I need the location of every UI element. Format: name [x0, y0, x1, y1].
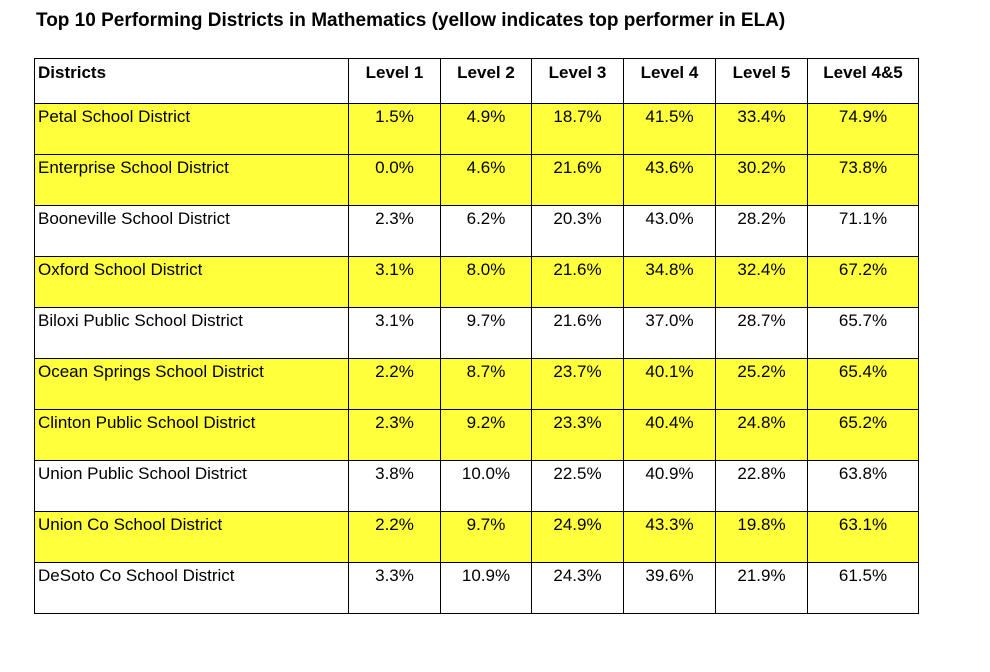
level-4-and-5-cell: 65.4%	[808, 359, 919, 410]
level-4-cell: 40.9%	[624, 461, 716, 512]
level-5-cell: 30.2%	[716, 155, 808, 206]
level-4-cell: 43.3%	[624, 512, 716, 563]
level-2-cell: 9.7%	[441, 308, 532, 359]
level-1-cell: 3.1%	[349, 257, 441, 308]
table-row	[35, 104, 919, 155]
district-name-cell: Biloxi Public School District	[35, 308, 349, 359]
table-row	[35, 512, 919, 563]
level-2-cell: 6.2%	[441, 206, 532, 257]
level-4-cell: 34.8%	[624, 257, 716, 308]
districts-table	[34, 58, 919, 614]
level-4-and-5-cell: 65.2%	[808, 410, 919, 461]
level-2-cell: 8.7%	[441, 359, 532, 410]
level-3-cell: 18.7%	[532, 104, 624, 155]
table-row	[35, 563, 919, 614]
table-row	[35, 155, 919, 206]
level-1-cell: 2.3%	[349, 206, 441, 257]
district-name-cell: Enterprise School District	[35, 155, 349, 206]
level-4-cell: 41.5%	[624, 104, 716, 155]
level-1-cell: 1.5%	[349, 104, 441, 155]
district-name-cell: DeSoto Co School District	[35, 563, 349, 614]
level-5-cell: 21.9%	[716, 563, 808, 614]
level-2-cell: 9.7%	[441, 512, 532, 563]
column-header-level-4-and-5: Level 4&5	[808, 59, 919, 104]
district-name-cell: Ocean Springs School District	[35, 359, 349, 410]
level-2-cell: 10.0%	[441, 461, 532, 512]
level-4-cell: 37.0%	[624, 308, 716, 359]
level-4-and-5-cell: 61.5%	[808, 563, 919, 614]
table-body	[35, 104, 919, 614]
level-5-cell: 28.2%	[716, 206, 808, 257]
header-row	[35, 59, 919, 104]
level-5-cell: 32.4%	[716, 257, 808, 308]
district-name-cell: Booneville School District	[35, 206, 349, 257]
level-3-cell: 24.3%	[532, 563, 624, 614]
level-3-cell: 21.6%	[532, 308, 624, 359]
column-header-districts: Districts	[35, 59, 349, 104]
level-5-cell: 24.8%	[716, 410, 808, 461]
level-4-and-5-cell: 74.9%	[808, 104, 919, 155]
level-2-cell: 4.6%	[441, 155, 532, 206]
level-4-cell: 43.0%	[624, 206, 716, 257]
level-2-cell: 8.0%	[441, 257, 532, 308]
level-1-cell: 2.3%	[349, 410, 441, 461]
level-3-cell: 21.6%	[532, 257, 624, 308]
level-4-and-5-cell: 63.8%	[808, 461, 919, 512]
level-1-cell: 3.1%	[349, 308, 441, 359]
level-3-cell: 21.6%	[532, 155, 624, 206]
level-3-cell: 23.7%	[532, 359, 624, 410]
level-4-cell: 40.1%	[624, 359, 716, 410]
table-row	[35, 257, 919, 308]
level-1-cell: 2.2%	[349, 512, 441, 563]
district-name-cell: Clinton Public School District	[35, 410, 349, 461]
level-5-cell: 33.4%	[716, 104, 808, 155]
level-2-cell: 10.9%	[441, 563, 532, 614]
table-row	[35, 410, 919, 461]
table-row	[35, 206, 919, 257]
table-row	[35, 359, 919, 410]
level-2-cell: 9.2%	[441, 410, 532, 461]
column-header-level-1: Level 1	[349, 59, 441, 104]
level-4-and-5-cell: 63.1%	[808, 512, 919, 563]
level-3-cell: 23.3%	[532, 410, 624, 461]
district-name-cell: Oxford School District	[35, 257, 349, 308]
level-5-cell: 19.8%	[716, 512, 808, 563]
level-5-cell: 22.8%	[716, 461, 808, 512]
table-row	[35, 308, 919, 359]
level-4-cell: 43.6%	[624, 155, 716, 206]
level-5-cell: 25.2%	[716, 359, 808, 410]
level-5-cell: 28.7%	[716, 308, 808, 359]
column-header-level-2: Level 2	[441, 59, 532, 104]
district-name-cell: Petal School District	[35, 104, 349, 155]
level-3-cell: 20.3%	[532, 206, 624, 257]
level-4-and-5-cell: 65.7%	[808, 308, 919, 359]
level-2-cell: 4.9%	[441, 104, 532, 155]
level-1-cell: 3.8%	[349, 461, 441, 512]
column-header-level-5: Level 5	[716, 59, 808, 104]
page-title: Top 10 Performing Districts in Mathematics (yellow indicates top performer in ELA)	[36, 10, 786, 31]
level-4-and-5-cell: 73.8%	[808, 155, 919, 206]
level-1-cell: 3.3%	[349, 563, 441, 614]
level-4-cell: 39.6%	[624, 563, 716, 614]
district-name-cell: Union Co School District	[35, 512, 349, 563]
column-header-level-3: Level 3	[532, 59, 624, 104]
level-3-cell: 22.5%	[532, 461, 624, 512]
level-4-cell: 40.4%	[624, 410, 716, 461]
level-3-cell: 24.9%	[532, 512, 624, 563]
table-row	[35, 461, 919, 512]
column-header-level-4: Level 4	[624, 59, 716, 104]
level-1-cell: 0.0%	[349, 155, 441, 206]
level-1-cell: 2.2%	[349, 359, 441, 410]
level-4-and-5-cell: 71.1%	[808, 206, 919, 257]
district-name-cell: Union Public School District	[35, 461, 349, 512]
level-4-and-5-cell: 67.2%	[808, 257, 919, 308]
